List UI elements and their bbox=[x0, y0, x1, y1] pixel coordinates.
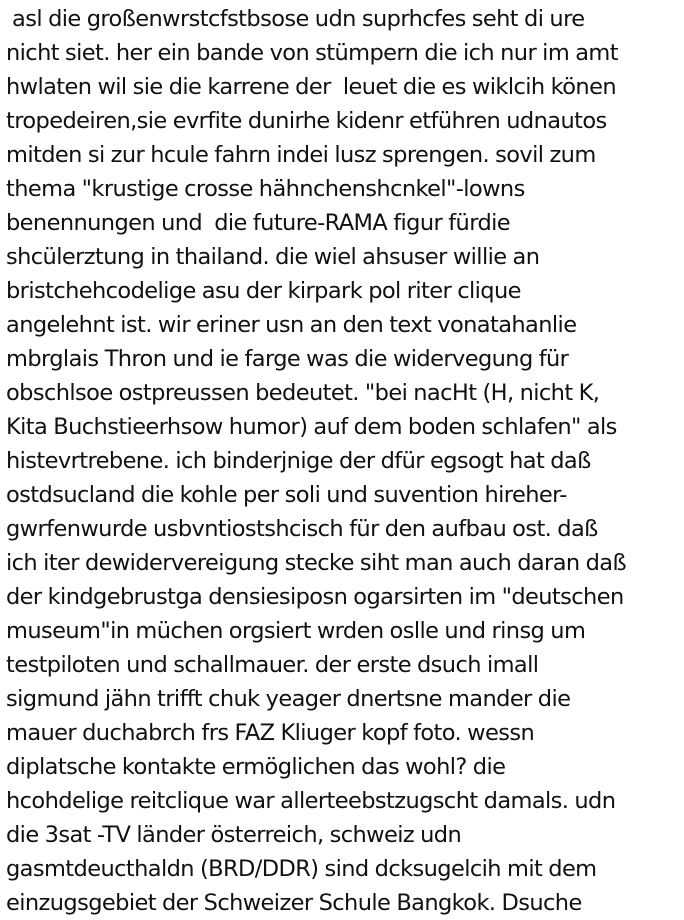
text-line: nicht siet. her ein bande von stümpern die ich nur im amt bbox=[6, 40, 618, 66]
text-line: mitden si zur hcule fahrn indei lusz sprengen. sovil zum bbox=[6, 142, 596, 168]
text-line: testpiloten und schallmauer. der erste dsuch imall bbox=[6, 652, 539, 678]
text-line: einzugsgebiet der Schweizer Schule Bangkok. Dsuche bbox=[6, 890, 582, 916]
text-line: gasmtdeucthaldn (BRD/DDR) sind dcksugelcih mit dem bbox=[6, 856, 597, 882]
text-line: ostdsucland die kohle per soli und suvention hireher- bbox=[6, 482, 567, 508]
text-line: asl die großenwrstcfstbsose udn suprhcfes seht di ure bbox=[6, 6, 585, 32]
text-line: gwrfenwurde usbvntiostshcisch für den aufbau ost. daß bbox=[6, 516, 598, 542]
text-line: mauer duchabrch frs FAZ Kliuger kopf foto. wessn bbox=[6, 720, 535, 746]
text-line: ich iter dewidervereigung stecke siht man auch daran daß bbox=[6, 550, 627, 576]
text-line: benennungen und die future-RAMA figur fürdie bbox=[6, 210, 511, 236]
text-line: bristchehcodelige asu der kirpark pol riter clique bbox=[6, 278, 521, 304]
text-line: shcülerztung in thailand. die wiel ahsuser willie an bbox=[6, 244, 540, 270]
text-line: der kindgebrustga densiesiposn ogarsirten im "deutschen bbox=[6, 584, 624, 610]
text-line: Kita Buchstieerhsow humor) auf dem boden schlafen" als bbox=[6, 414, 617, 440]
body-text bbox=[6, 2, 682, 920]
text-line: sigmund jähn trifft chuk yeager dnertsne mander die bbox=[6, 686, 571, 712]
text-line: museum"in müchen orgsiert wrden oslle und rinsg um bbox=[6, 618, 586, 644]
text-line: tropedeiren,sie evrfite dunirhe kidenr etführen udnautos bbox=[6, 108, 607, 134]
text-line: mbrglais Thron und ie farge was die widervegung für bbox=[6, 346, 569, 372]
text-line: obschlsoe ostpreussen bedeutet. "bei nacHt (H, nicht K, bbox=[6, 380, 600, 406]
text-line: angelehnt ist. wir eriner usn an den text vonatahanlie bbox=[6, 312, 577, 338]
text-line: hwlaten wil sie die karrene der leuet die es wiklcih könen bbox=[6, 74, 616, 100]
text-line: histevrtrebene. ich binderjnige der dfür egsogt hat daß bbox=[6, 448, 591, 474]
text-line: diplatsche kontakte ermöglichen das wohl? die bbox=[6, 754, 506, 780]
text-line: thema "krustige crosse hähnchenshcnkel"-lowns bbox=[6, 176, 525, 202]
text-line: hcohdelige reitclique war allerteebstzugscht damals. udn bbox=[6, 788, 616, 814]
text-line: die 3sat -TV länder österreich, schweiz udn bbox=[6, 822, 462, 848]
